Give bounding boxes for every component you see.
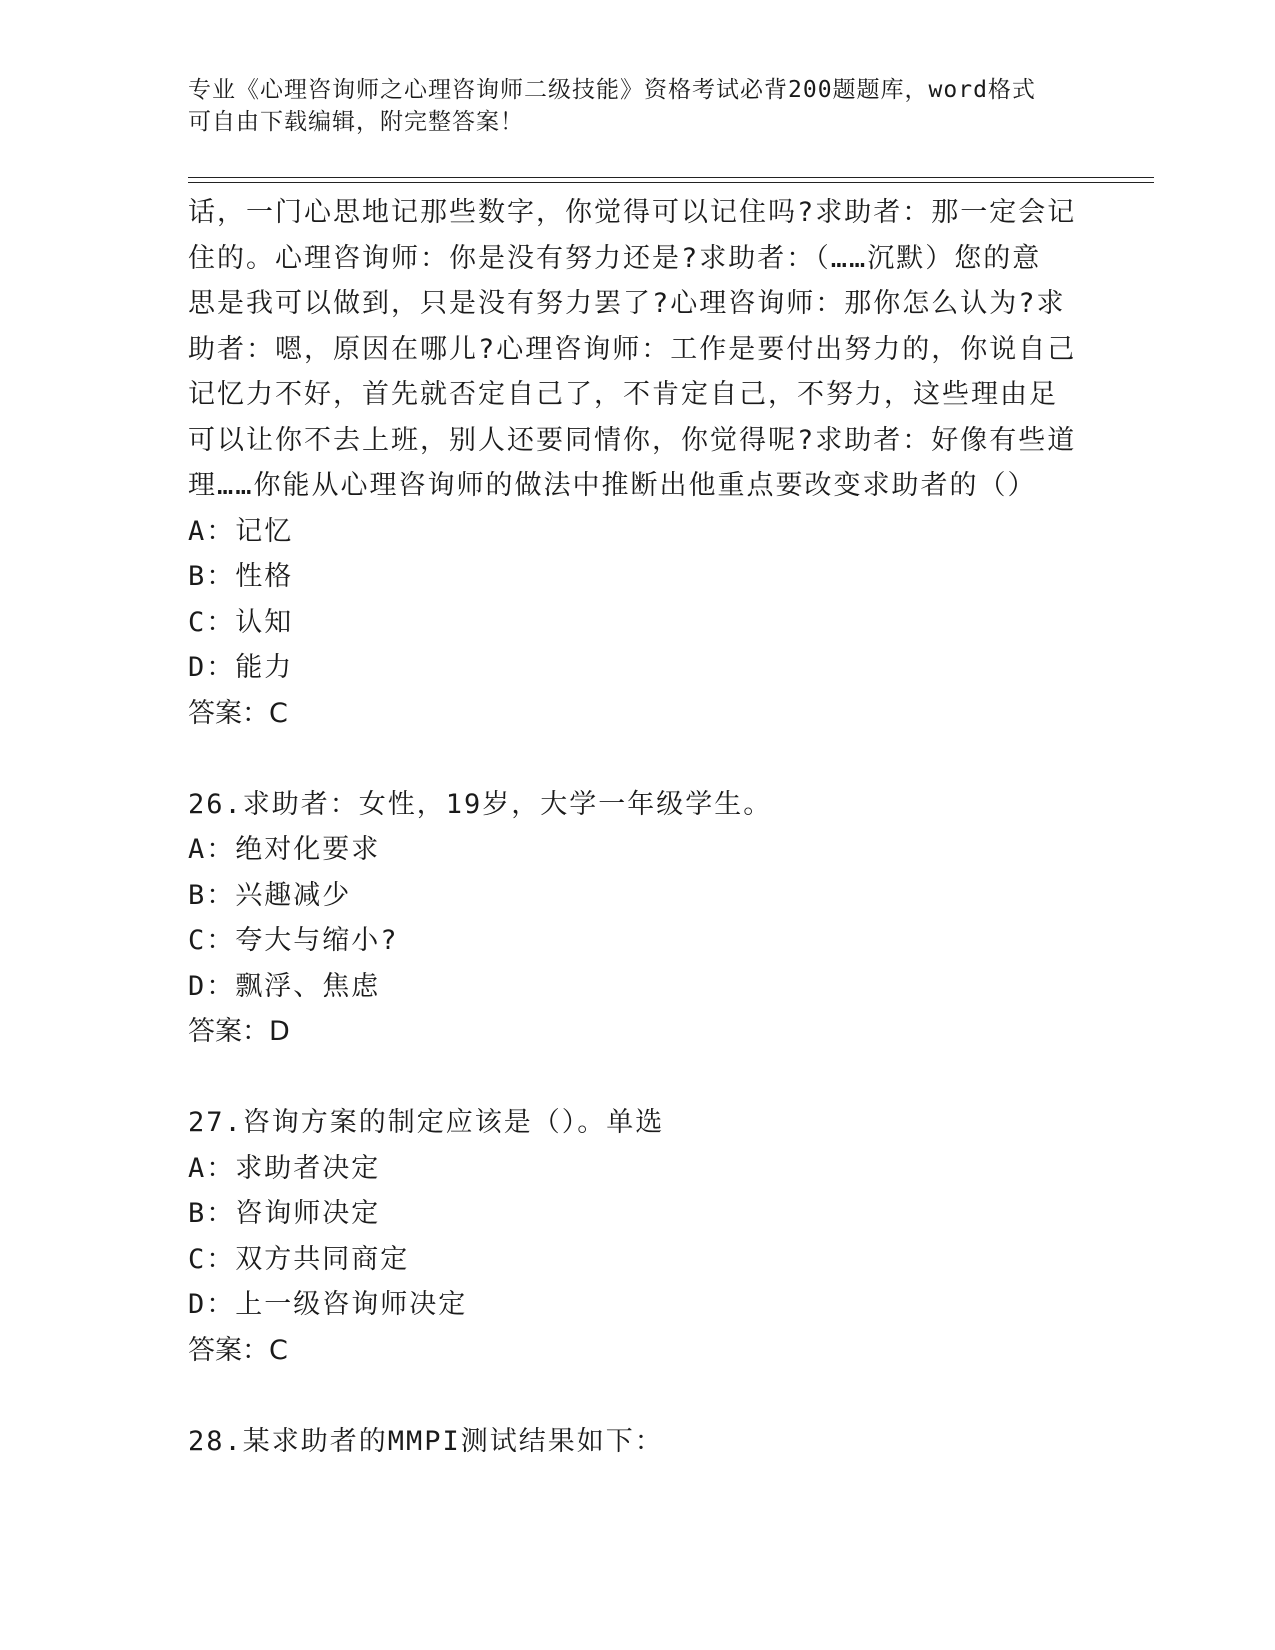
question-stem-line: 思是我可以做到，只是没有努力罢了?心理咨询师：那你怎么认为?求 <box>188 288 1066 319</box>
question-stem-line: 助者：嗯，原因在哪儿?心理咨询师：工作是要付出努力的，你说自己 <box>188 333 1077 365</box>
option-c: C：双方共同商定 <box>188 1243 410 1275</box>
spacer <box>188 1055 1088 1101</box>
question-26 <box>188 782 1088 1055</box>
document-header <box>188 74 1088 138</box>
option-a: A：记忆 <box>188 515 294 547</box>
question-28 <box>188 1419 1088 1465</box>
option-b: B：性格 <box>188 561 294 592</box>
option-d: D：飘浮、焦虑 <box>188 970 381 1002</box>
answer-line: 答案：D <box>188 1016 290 1047</box>
question-stem-line: 可以让你不去上班，别人还要同情你，你觉得呢?求助者：好像有些道 <box>188 424 1077 456</box>
header-title-line-2: 可自由下载编辑，附完整答案！ <box>188 109 524 135</box>
option-c: C：认知 <box>188 606 294 638</box>
question-content <box>188 190 1088 1464</box>
question-stem-line: 理……你能从心理咨询师的做法中推断出他重点要改变求助者的（） <box>188 470 1037 501</box>
header-divider-bottom <box>188 182 1154 183</box>
question-27 <box>188 1100 1088 1373</box>
question-stem: 26.求助者：女性，19岁，大学一年级学生。 <box>188 788 773 820</box>
question-stem-line: 记忆力不好，首先就否定自己了，不肯定自己，不努力，这些理由足 <box>188 379 1058 410</box>
header-title-line-1: 专业《心理咨询师之心理咨询师二级技能》资格考试必背200题题库，word格式 <box>188 77 1036 103</box>
header-divider-top <box>188 177 1154 178</box>
question-stem: 27.咨询方案的制定应该是（）。单选 <box>188 1107 665 1138</box>
question-stem: 28.某求助者的MMPI测试结果如下： <box>188 1425 664 1457</box>
option-c: C：夸大与缩小? <box>188 925 399 956</box>
option-a: A：求助者决定 <box>188 1152 381 1184</box>
option-a: A：绝对化要求 <box>188 834 381 865</box>
spacer <box>188 736 1088 782</box>
option-d: D：能力 <box>188 652 294 683</box>
option-b: B：咨询师决定 <box>188 1198 381 1229</box>
question-25 <box>188 190 1088 736</box>
option-d: D：上一级咨询师决定 <box>188 1289 468 1320</box>
option-b: B：兴趣减少 <box>188 879 352 911</box>
question-stem-line: 话，一门心思地记那些数字，你觉得可以记住吗?求助者：那一定会记 <box>188 197 1077 228</box>
question-stem-line: 住的。心理咨询师：你是没有努力还是?求助者：（……沉默）您的意 <box>188 242 1042 274</box>
spacer <box>188 1373 1088 1419</box>
answer-line: 答案：C <box>188 1334 288 1366</box>
answer-line: 答案：C <box>188 697 288 729</box>
